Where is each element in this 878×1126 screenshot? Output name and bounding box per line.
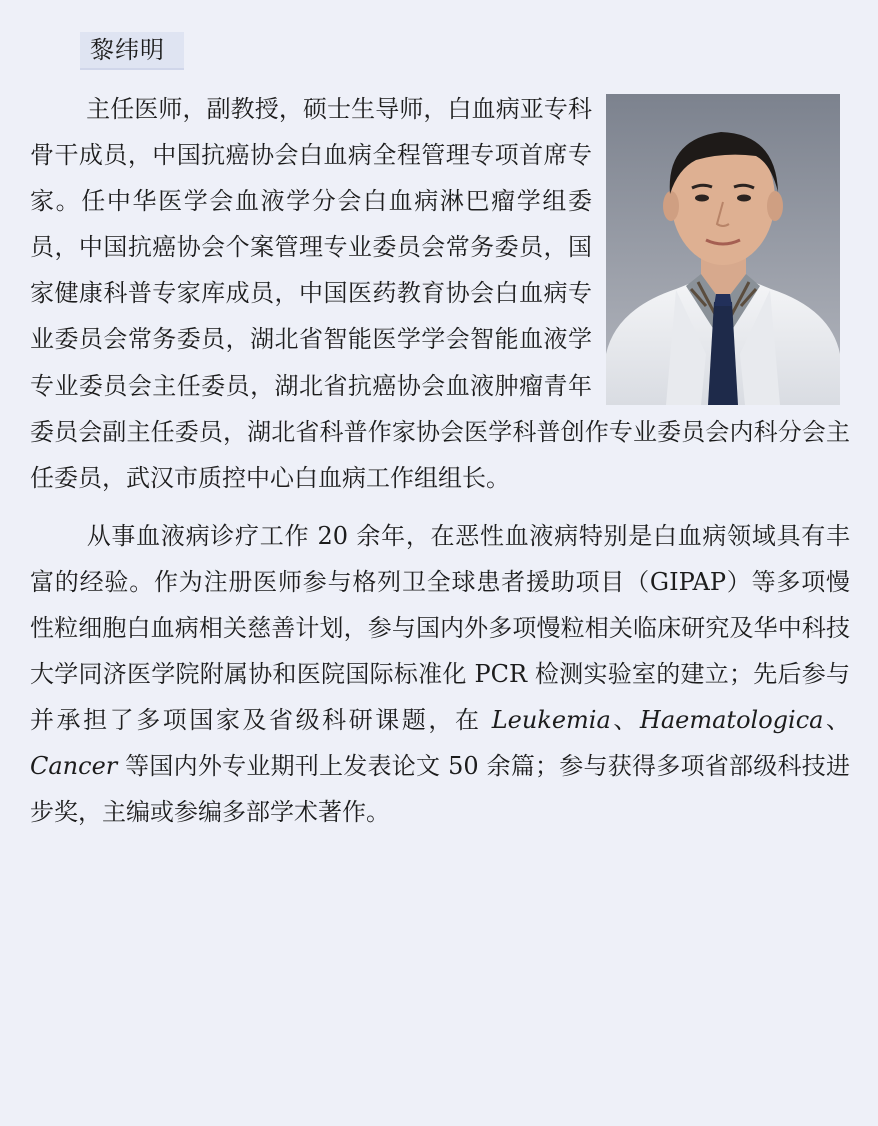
photo-spacer bbox=[592, 86, 850, 408]
journal-leukemia: Leukemia bbox=[491, 706, 611, 735]
journal-separator-1: 、 bbox=[610, 706, 640, 735]
doctor-name: 黎纬明 bbox=[90, 36, 165, 64]
journal-cancer: Cancer bbox=[30, 752, 118, 781]
biography bbox=[30, 86, 850, 836]
journal-separator-2: 、 bbox=[823, 706, 850, 735]
journal-haematologica: Haematologica bbox=[639, 706, 824, 735]
bio-paragraph-2-text-a: 从事血液病诊疗工作 20 余年，在恶性血液病特别是白血病领域具有丰富的经验。作为注册医师参与格列卫全球患者援助项目（GIPAP）等多项慢性粒细胞白血病相关慈善计划，参与国内外多项慢粒相关临床研究及华中科技大学同济医学院附属协和医院国际标准化 PCR 检测实验室的建立；先后参与并承担了多项国家及省级科研课题，在 bbox=[30, 521, 850, 735]
bio-paragraph-2-text-b: 等国内外专业期刊上发表论文 50 余篇；参与获得多项省部级科技进步奖，主编或参编多部学术著作。 bbox=[30, 752, 850, 827]
bio-paragraph-2 bbox=[30, 513, 850, 836]
bio-paragraph-1-text: 主任医师，副教授，硕士生导师，白血病亚专科骨干成员，中国抗癌协会白血病全程管理专项首席专家。任中华医学会血液学分会白血病淋巴瘤学组委员，中国抗癌协会个案管理专业委员会常务委员，国家健康科普专家库成员，中国医药教育协会白血病专业委员会常务委员，湖北省智能医学学会智能血液学专业委员会主任委员，湖北省抗癌协会血液肿瘤青年委员会副主任委员，湖北省科普作家协会医学科普创作专业委员会内科分会主任委员，武汉市质控中心白血病工作组组长。 bbox=[30, 95, 850, 492]
